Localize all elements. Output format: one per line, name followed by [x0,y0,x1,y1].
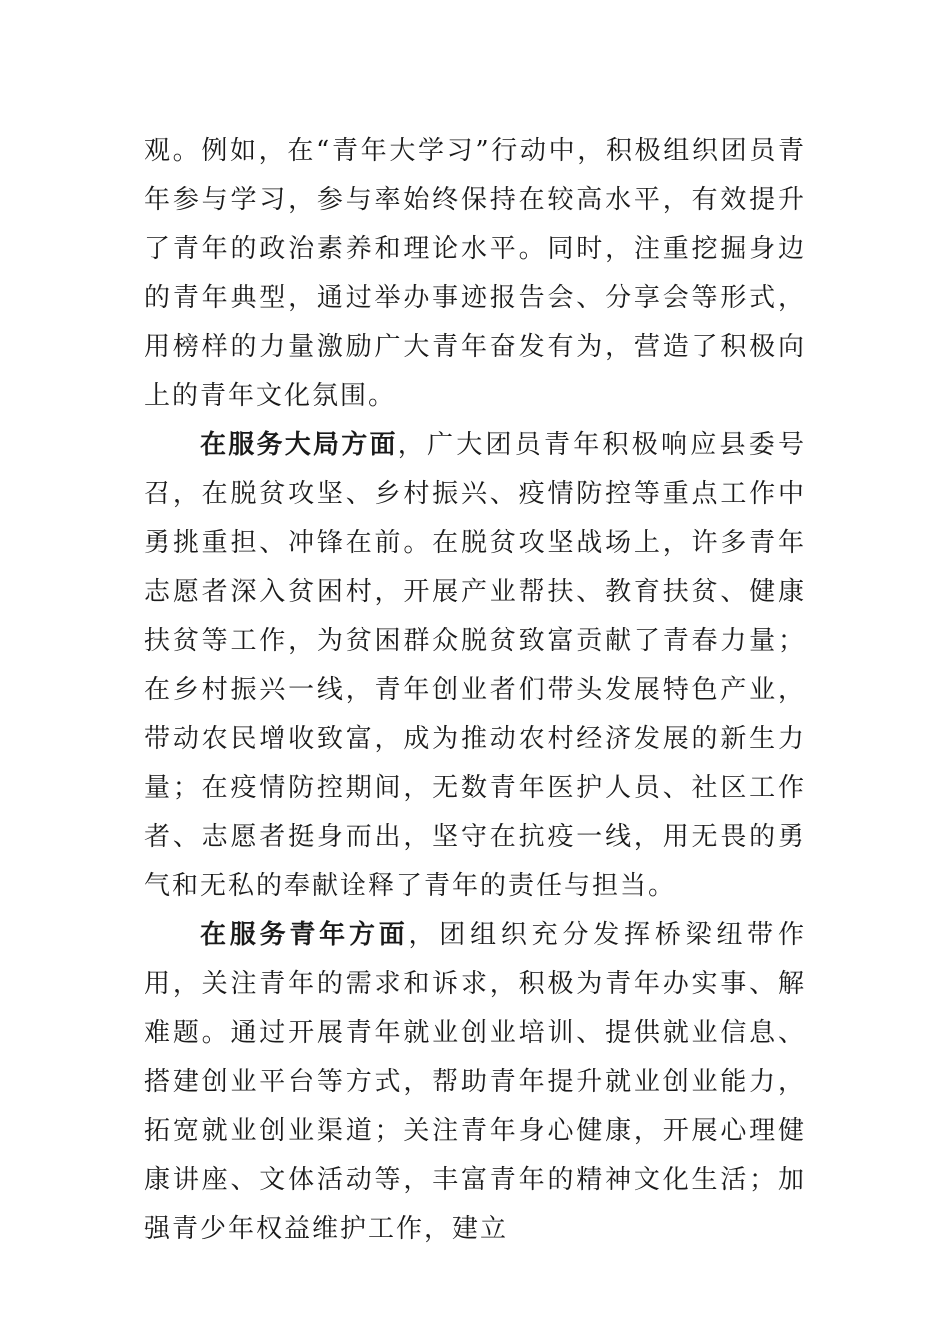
document-body [144,127,806,1254]
paragraph-3-text: ，团组织充分发挥桥梁纽带作用，关注青年的需求和诉求，积极为青年办实事、解难题。通过开展青年就业创业培训、提供就业信息、搭建创业平台等方式，帮助青年提升就业创业能力，拓宽就业创业渠道；关注青年身心健康，开展心理健康讲座、文体活动等，丰富青年的精神文化生活；加强青少年权益维护工作，建立 [144,920,806,1244]
paragraph-3-heading: 在服务青年方面 [200,920,409,950]
paragraph-1 [144,127,806,421]
paragraph-2-heading: 在服务大局方面 [200,430,398,460]
paragraph-3 [144,911,806,1254]
paragraph-2 [144,421,806,911]
paragraph-1-text: 观。例如，在“青年大学习”行动中，积极组织团员青年参与学习，参与率始终保持在较高水平，有效提升了青年的政治素养和理论水平。同时，注重挖掘身边的青年典型，通过举办事迹报告会、分享会等形式，用榜样的力量激励广大青年奋发有为，营造了积极向上的青年文化氛围。 [144,136,806,411]
paragraph-2-text: ，广大团员青年积极响应县委号召，在脱贫攻坚、乡村振兴、疫情防控等重点工作中勇挑重担、冲锋在前。在脱贫攻坚战场上，许多青年志愿者深入贫困村，开展产业帮扶、教育扶贫、健康扶贫等工作，为贫困群众脱贫致富贡献了青春力量；在乡村振兴一线，青年创业者们带头发展特色产业，带动农民增收致富，成为推动农村经济发展的新生力量；在疫情防控期间，无数青年医护人员、社区工作者、志愿者挺身而出，坚守在抗疫一线，用无畏的勇气和无私的奉献诠释了青年的责任与担当。 [144,430,806,901]
